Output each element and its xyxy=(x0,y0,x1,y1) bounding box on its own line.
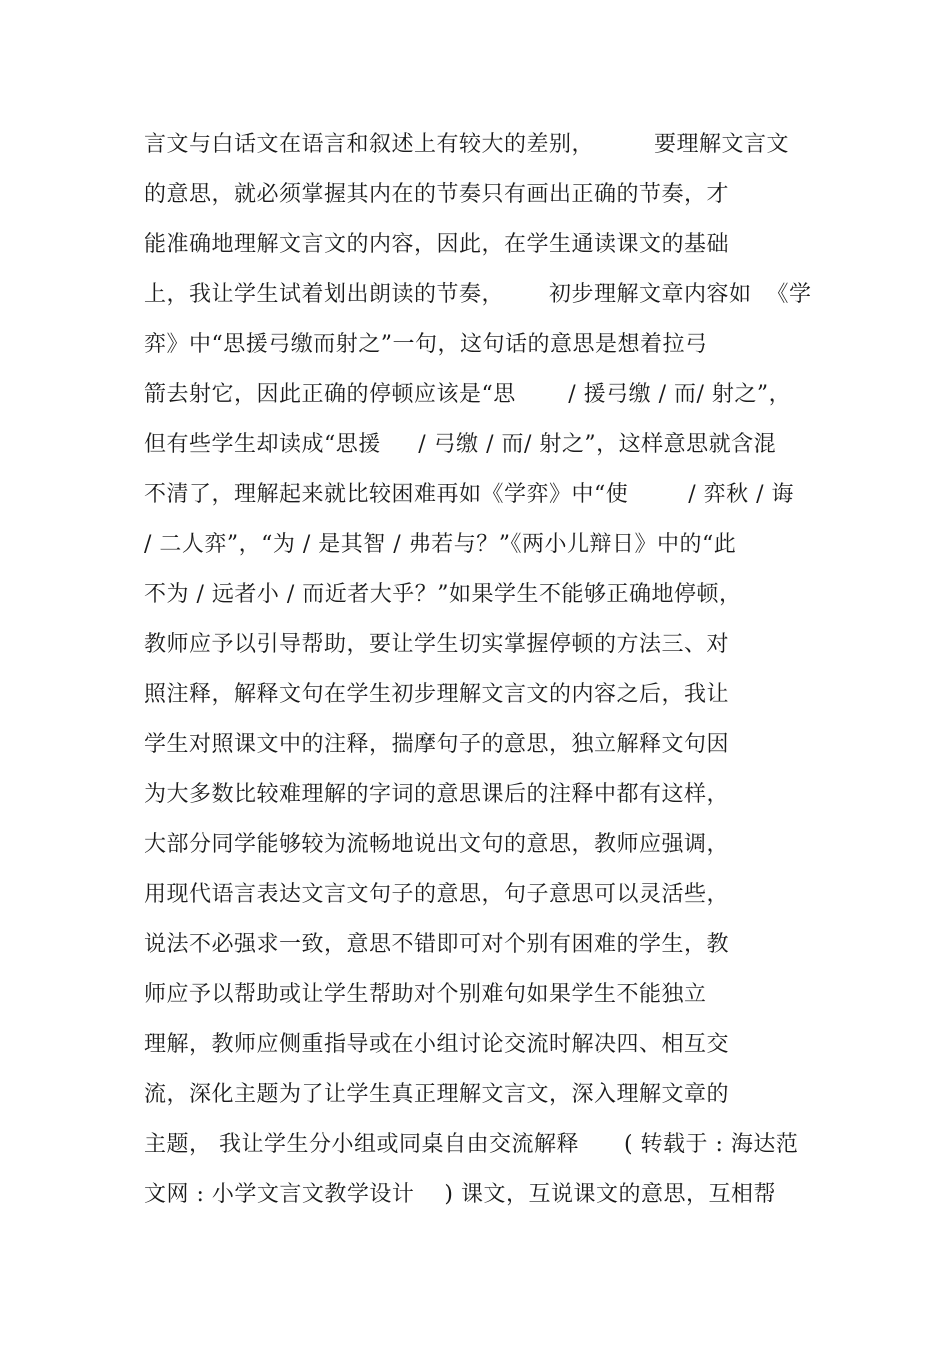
text-line: 流，深化主题为了让学生真正理解文言文，深入理解文章的 xyxy=(144,1082,730,1107)
text-line: 不清了，理解起来就比较困难再如《学弈》中“使 / 弈秋 / 诲 xyxy=(144,482,794,507)
text-line: 言文与白话文在语言和叙述上有较大的差别， 要理解文言文 xyxy=(144,132,789,157)
text-line: 师应予以帮助或让学生帮助对个别难句如果学生不能独立 xyxy=(144,982,707,1007)
text-line: 照注释，解释文句在学生初步理解文言文的内容之后，我让 xyxy=(144,682,730,707)
text-line: 的意思，就必须掌握其内在的节奏只有画出正确的节奏，才 xyxy=(144,182,730,207)
text-line: 能准确地理解文言文的内容，因此，在学生通读课文的基础 xyxy=(144,232,730,257)
text-line: 理解，教师应侧重指导或在小组讨论交流时解决四、相互交 xyxy=(144,1032,730,1057)
text-line: 说法不必强求一致，意思不错即可对个别有困难的学生，教 xyxy=(144,932,730,957)
text-line: 为大多数比较难理解的字词的意思课后的注释中都有这样， xyxy=(144,782,730,807)
text-line: 上，我让学生试着划出朗读的节奏， 初步理解文章内容如 《学 xyxy=(144,282,812,307)
text-line: / 二人弈”，“为 / 是其智 / 弗若与？”《两小儿辩日》中的“此 xyxy=(144,532,737,557)
text-line: 不为 / 远者小 / 而近者大乎？”如果学生不能够正确地停顿， xyxy=(144,582,742,607)
text-line: 主题， 我让学生分小组或同桌自由交流解释 ( 转载于 : 海达范 xyxy=(144,1132,799,1157)
text-line: 箭去射它，因此正确的停顿应该是“思 / 援弓缴 / 而/ 射之”， xyxy=(144,382,792,407)
body-text xyxy=(144,120,844,1220)
text-line: 但有些学生却读成“思援 / 弓缴 / 而/ 射之”，这样意思就含混 xyxy=(144,432,777,457)
text-line: 教师应予以引导帮助，要让学生切实掌握停顿的方法三、对 xyxy=(144,632,730,657)
text-line: 弈》中“思援弓缴而射之”一句，这句话的意思是想着拉弓 xyxy=(144,332,708,357)
text-line: 文网 : 小学文言文教学设计 ) 课文，互说课文的意思，互相帮 xyxy=(144,1182,776,1207)
text-line: 大部分同学能够较为流畅地说出文句的意思，教师应强调， xyxy=(144,832,730,857)
text-line: 用现代语言表达文言文句子的意思，句子意思可以灵活些， xyxy=(144,882,730,907)
text-line: 学生对照课文中的注释，揣摩句子的意思，独立解释文句因 xyxy=(144,732,730,757)
